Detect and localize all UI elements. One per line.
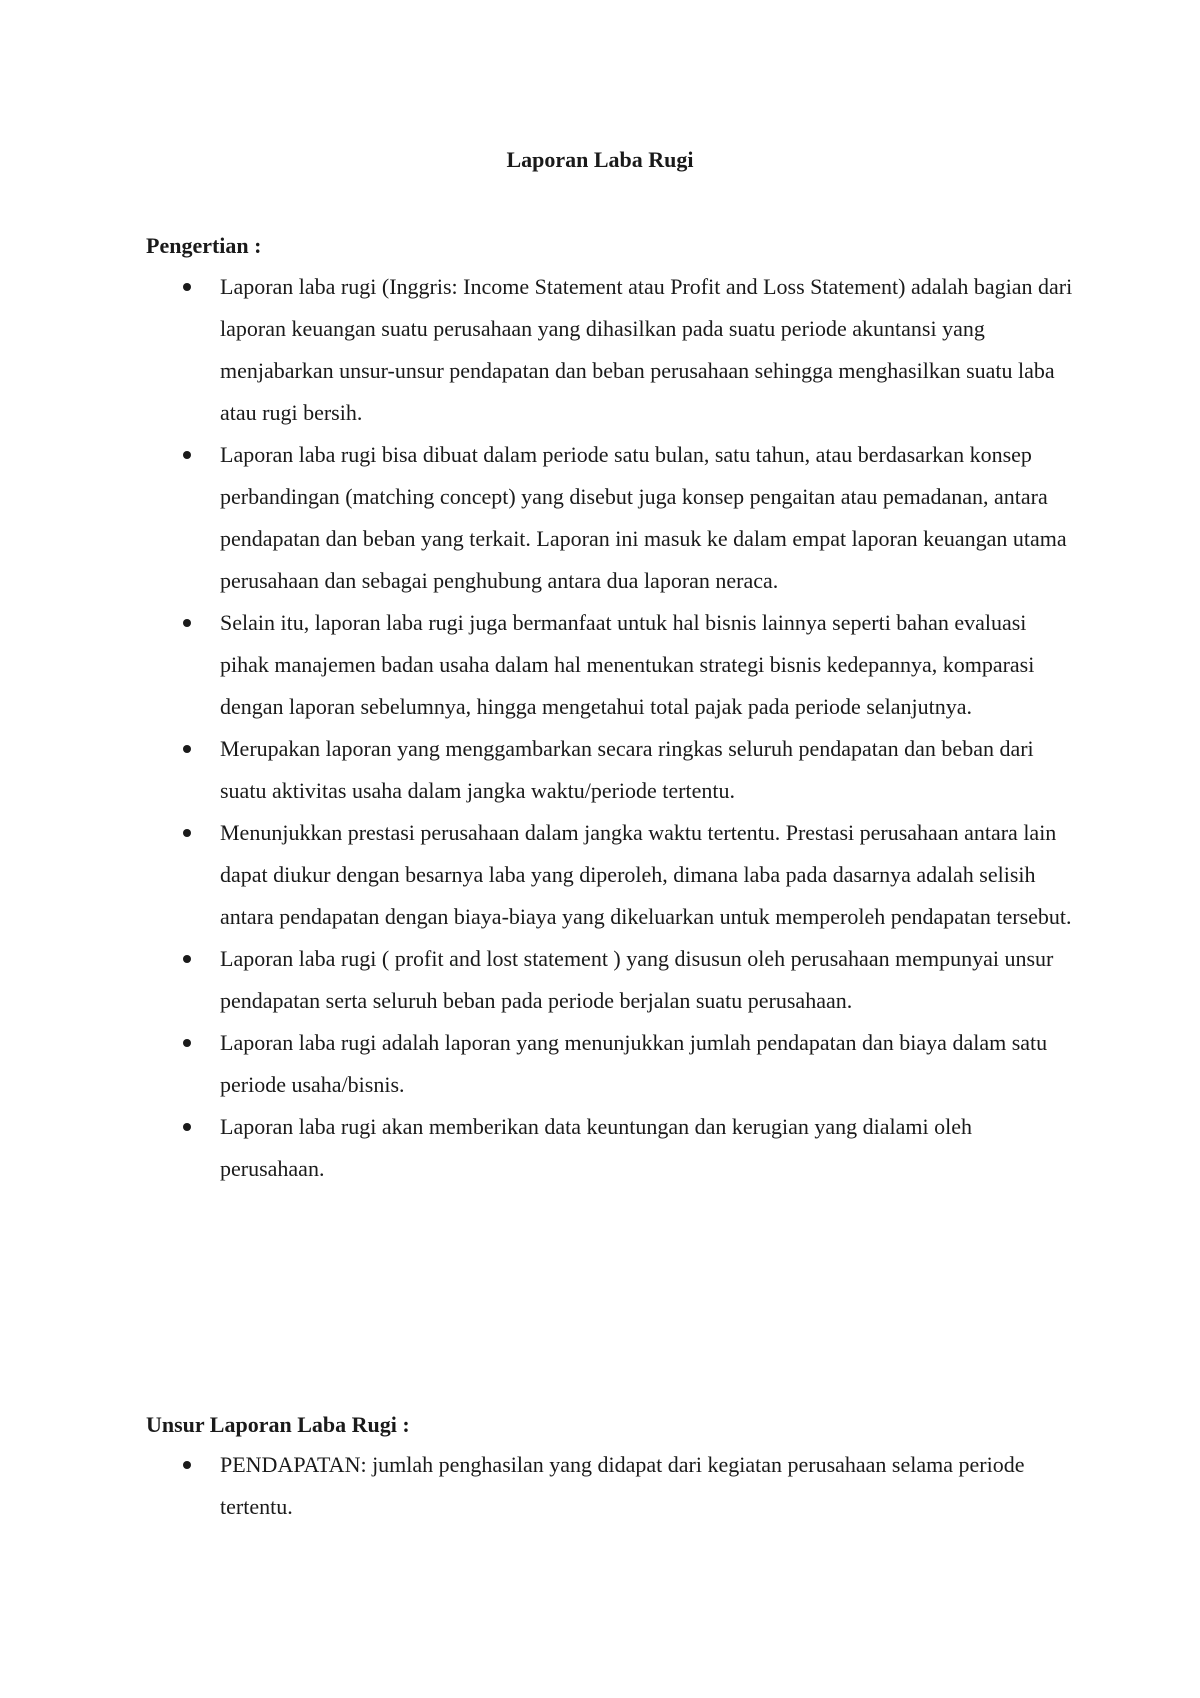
list-item <box>146 728 1076 812</box>
bullet-icon <box>183 1123 191 1131</box>
list-item <box>146 1106 1076 1190</box>
bullet-icon <box>183 955 191 963</box>
bullet-list-unsur <box>146 1444 1076 1528</box>
bullet-icon <box>183 451 191 459</box>
bullet-icon <box>183 1461 191 1469</box>
document-title: Laporan Laba Rugi <box>506 147 694 172</box>
list-item <box>146 602 1076 728</box>
bullet-icon <box>183 619 191 627</box>
section-heading-unsur: Unsur Laporan Laba Rugi : <box>146 1412 410 1437</box>
list-item-text: PENDAPATAN: jumlah penghasilan yang didapat dari kegiatan perusahaan selama periode tertentu. <box>220 1452 1025 1519</box>
list-item <box>146 1022 1076 1106</box>
list-item <box>146 812 1076 938</box>
list-item-text: Laporan laba rugi akan memberikan data keuntungan dan kerugian yang dialami oleh perusahaan. <box>220 1114 972 1181</box>
section-heading-pengertian: Pengertian : <box>146 233 262 258</box>
bullet-icon <box>183 283 191 291</box>
list-item-text: Laporan laba rugi adalah laporan yang menunjukkan jumlah pendapatan dan biaya dalam satu periode usaha/bisnis. <box>220 1030 1048 1097</box>
bullet-icon <box>183 829 191 837</box>
list-item-text: Laporan laba rugi ( profit and lost statement ) yang disusun oleh perusahaan mempunyai unsur pendapatan serta seluruh beban pada periode berjalan suatu perusahaan. <box>220 946 1054 1013</box>
list-item-text: Laporan laba rugi (Inggris: Income Statement atau Profit and Loss Statement) adalah bagian dari laporan keuangan suatu perusahaan yang dihasilkan pada suatu periode akuntansi yang menjabarkan unsur-unsur pendapatan dan beban perusahaan sehingga menghasilkan suatu laba atau rugi bersih. <box>220 274 1073 425</box>
list-item <box>146 434 1076 602</box>
bullet-icon <box>183 745 191 753</box>
list-item <box>146 1444 1076 1528</box>
list-item-text: Laporan laba rugi bisa dibuat dalam periode satu bulan, satu tahun, atau berdasarkan konsep perbandingan (matching concept) yang disebut juga konsep pengaitan atau pemadanan, antara pendapatan dan beban yang terkait. Laporan ini masuk ke dalam empat laporan keuangan utama perusahaan dan sebagai penghubung antara dua laporan neraca. <box>220 442 1067 593</box>
list-item-text: Menunjukkan prestasi perusahaan dalam jangka waktu tertentu. Prestasi perusahaan antara lain dapat diukur dengan besarnya laba yang diperoleh, dimana laba pada dasarnya adalah selisih antara pendapatan dengan biaya-biaya yang dikeluarkan untuk memperoleh pendapatan tersebut. <box>220 820 1072 929</box>
list-item <box>146 938 1076 1022</box>
bullet-icon <box>183 1039 191 1047</box>
list-item-text: Merupakan laporan yang menggambarkan secara ringkas seluruh pendapatan dan beban dari suatu aktivitas usaha dalam jangka waktu/periode tertentu. <box>220 736 1034 803</box>
list-item <box>146 266 1076 434</box>
list-item-text: Selain itu, laporan laba rugi juga bermanfaat untuk hal bisnis lainnya seperti bahan evaluasi pihak manajemen badan usaha dalam hal menentukan strategi bisnis kedepannya, komparasi dengan laporan sebelumnya, hingga mengetahui total pajak pada periode selanjutnya. <box>220 610 1035 719</box>
bullet-list-pengertian <box>146 266 1076 1190</box>
